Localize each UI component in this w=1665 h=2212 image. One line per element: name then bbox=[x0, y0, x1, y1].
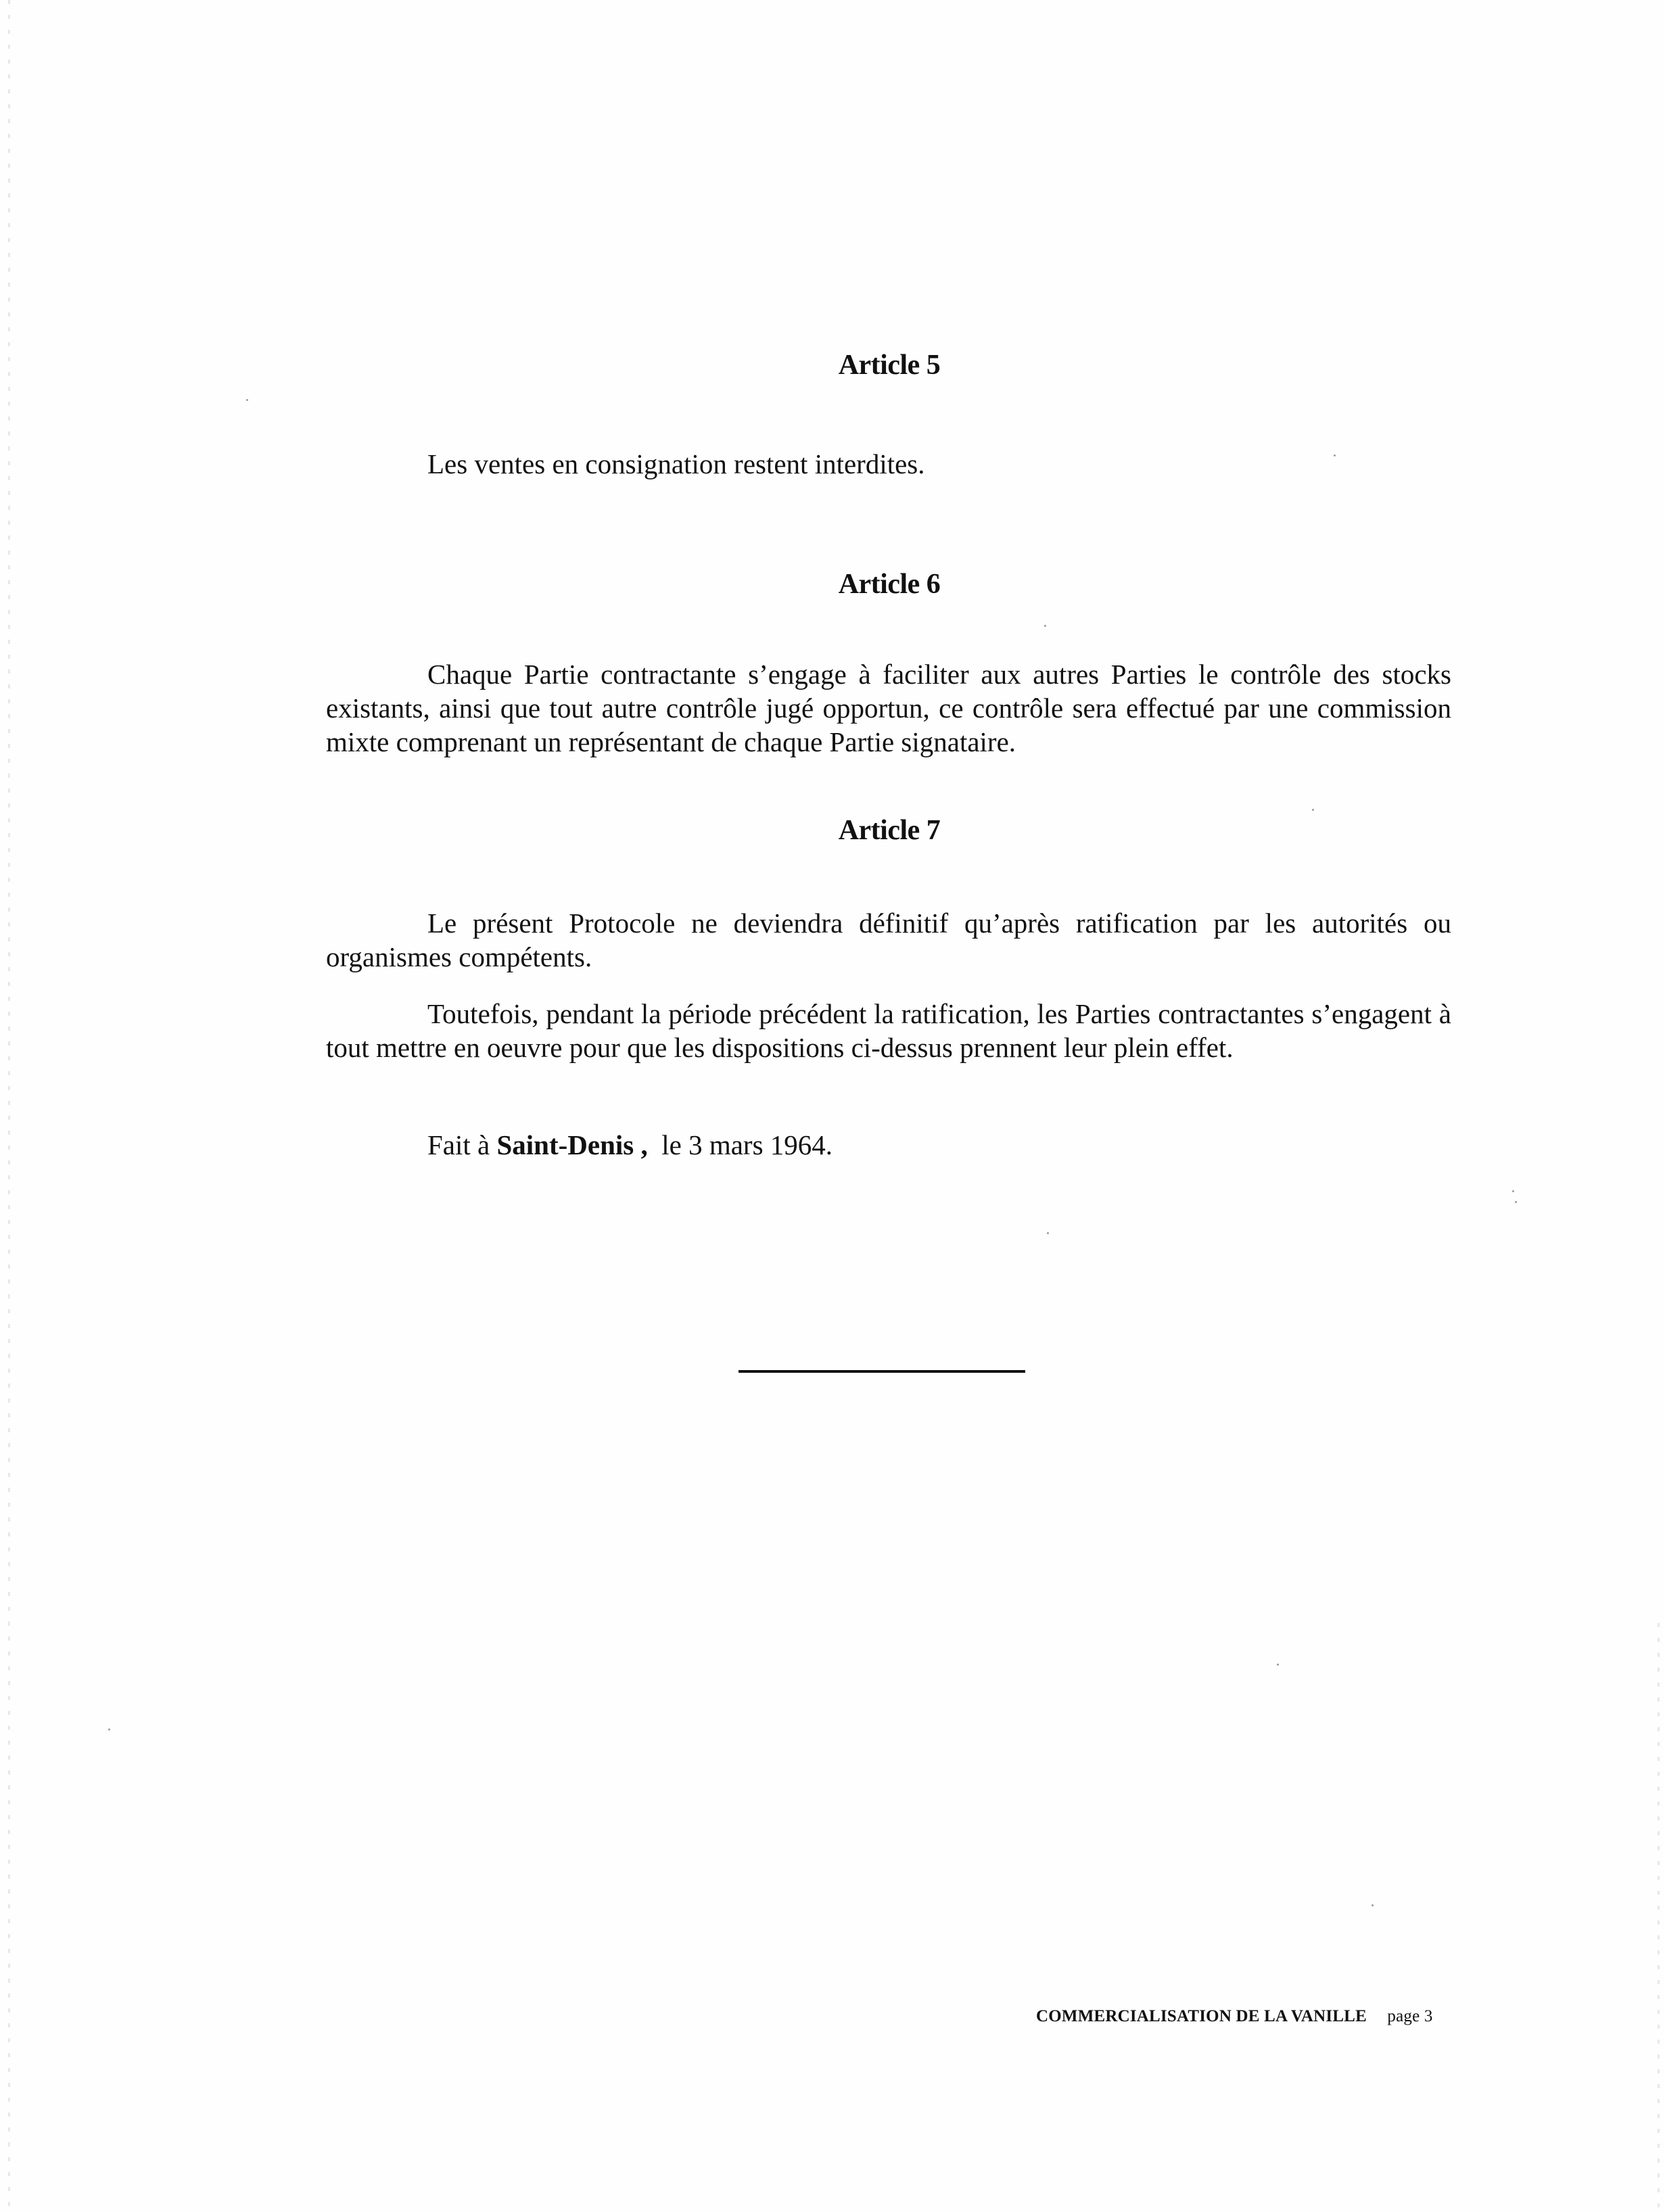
scan-edge-left bbox=[8, 0, 10, 2212]
scan-speck bbox=[1312, 809, 1314, 811]
scan-speck bbox=[1371, 1904, 1374, 1906]
closing-rule bbox=[738, 1370, 1025, 1373]
article-5-heading-text: Article 5 bbox=[838, 350, 941, 381]
article-6-heading bbox=[0, 568, 1665, 601]
scan-speck bbox=[108, 1728, 110, 1731]
footer-page-number: page 3 bbox=[1387, 2007, 1433, 2025]
signature-line bbox=[427, 1128, 832, 1162]
article-5-text: Les ventes en consignation restent interdites. bbox=[427, 448, 925, 479]
article-7-paragraph-2: Toutefois, pendant la période précédent la ratification, les Parties contractantes s’engagent à tout mettre en oeuvre pour que les dispositions ci-dessus prennent leur plein effet. bbox=[326, 998, 1451, 1063]
scan-speck bbox=[1512, 1190, 1514, 1192]
article-6-text: Chaque Partie contractante s’engage à faciliter aux autres Parties le contrôle des stocks existants, ainsi que tout autre contrôle jugé opportun, ce contrôle sera effectué par une commission mixte comprenant un représentant de chaque Partie signataire. bbox=[326, 659, 1451, 757]
scan-speck bbox=[1277, 1664, 1279, 1666]
article-6-heading-text: Article 6 bbox=[838, 569, 941, 600]
scan-speck bbox=[1334, 454, 1336, 456]
page-footer bbox=[1036, 2007, 1433, 2026]
signature-prefix: Fait à bbox=[427, 1129, 490, 1160]
scan-speck bbox=[1044, 625, 1046, 627]
article-5-heading bbox=[0, 349, 1665, 381]
article-7-heading-text: Article 7 bbox=[838, 815, 941, 846]
article-7-paragraph-1: Le présent Protocole ne deviendra définitif qu’après ratification par les autorités ou organismes compétents. bbox=[326, 908, 1451, 972]
scan-speck bbox=[1047, 1232, 1049, 1234]
footer-title: COMMERCIALISATION DE LA VANILLE bbox=[1036, 2007, 1367, 2025]
scan-edge-right bbox=[1658, 1623, 1660, 2212]
article-7-heading bbox=[0, 814, 1665, 847]
signature-date: le 3 mars 1964. bbox=[661, 1129, 833, 1160]
signature-place: Saint-Denis , bbox=[496, 1129, 648, 1160]
scan-speck bbox=[246, 399, 248, 401]
scan-speck bbox=[1515, 1201, 1517, 1203]
